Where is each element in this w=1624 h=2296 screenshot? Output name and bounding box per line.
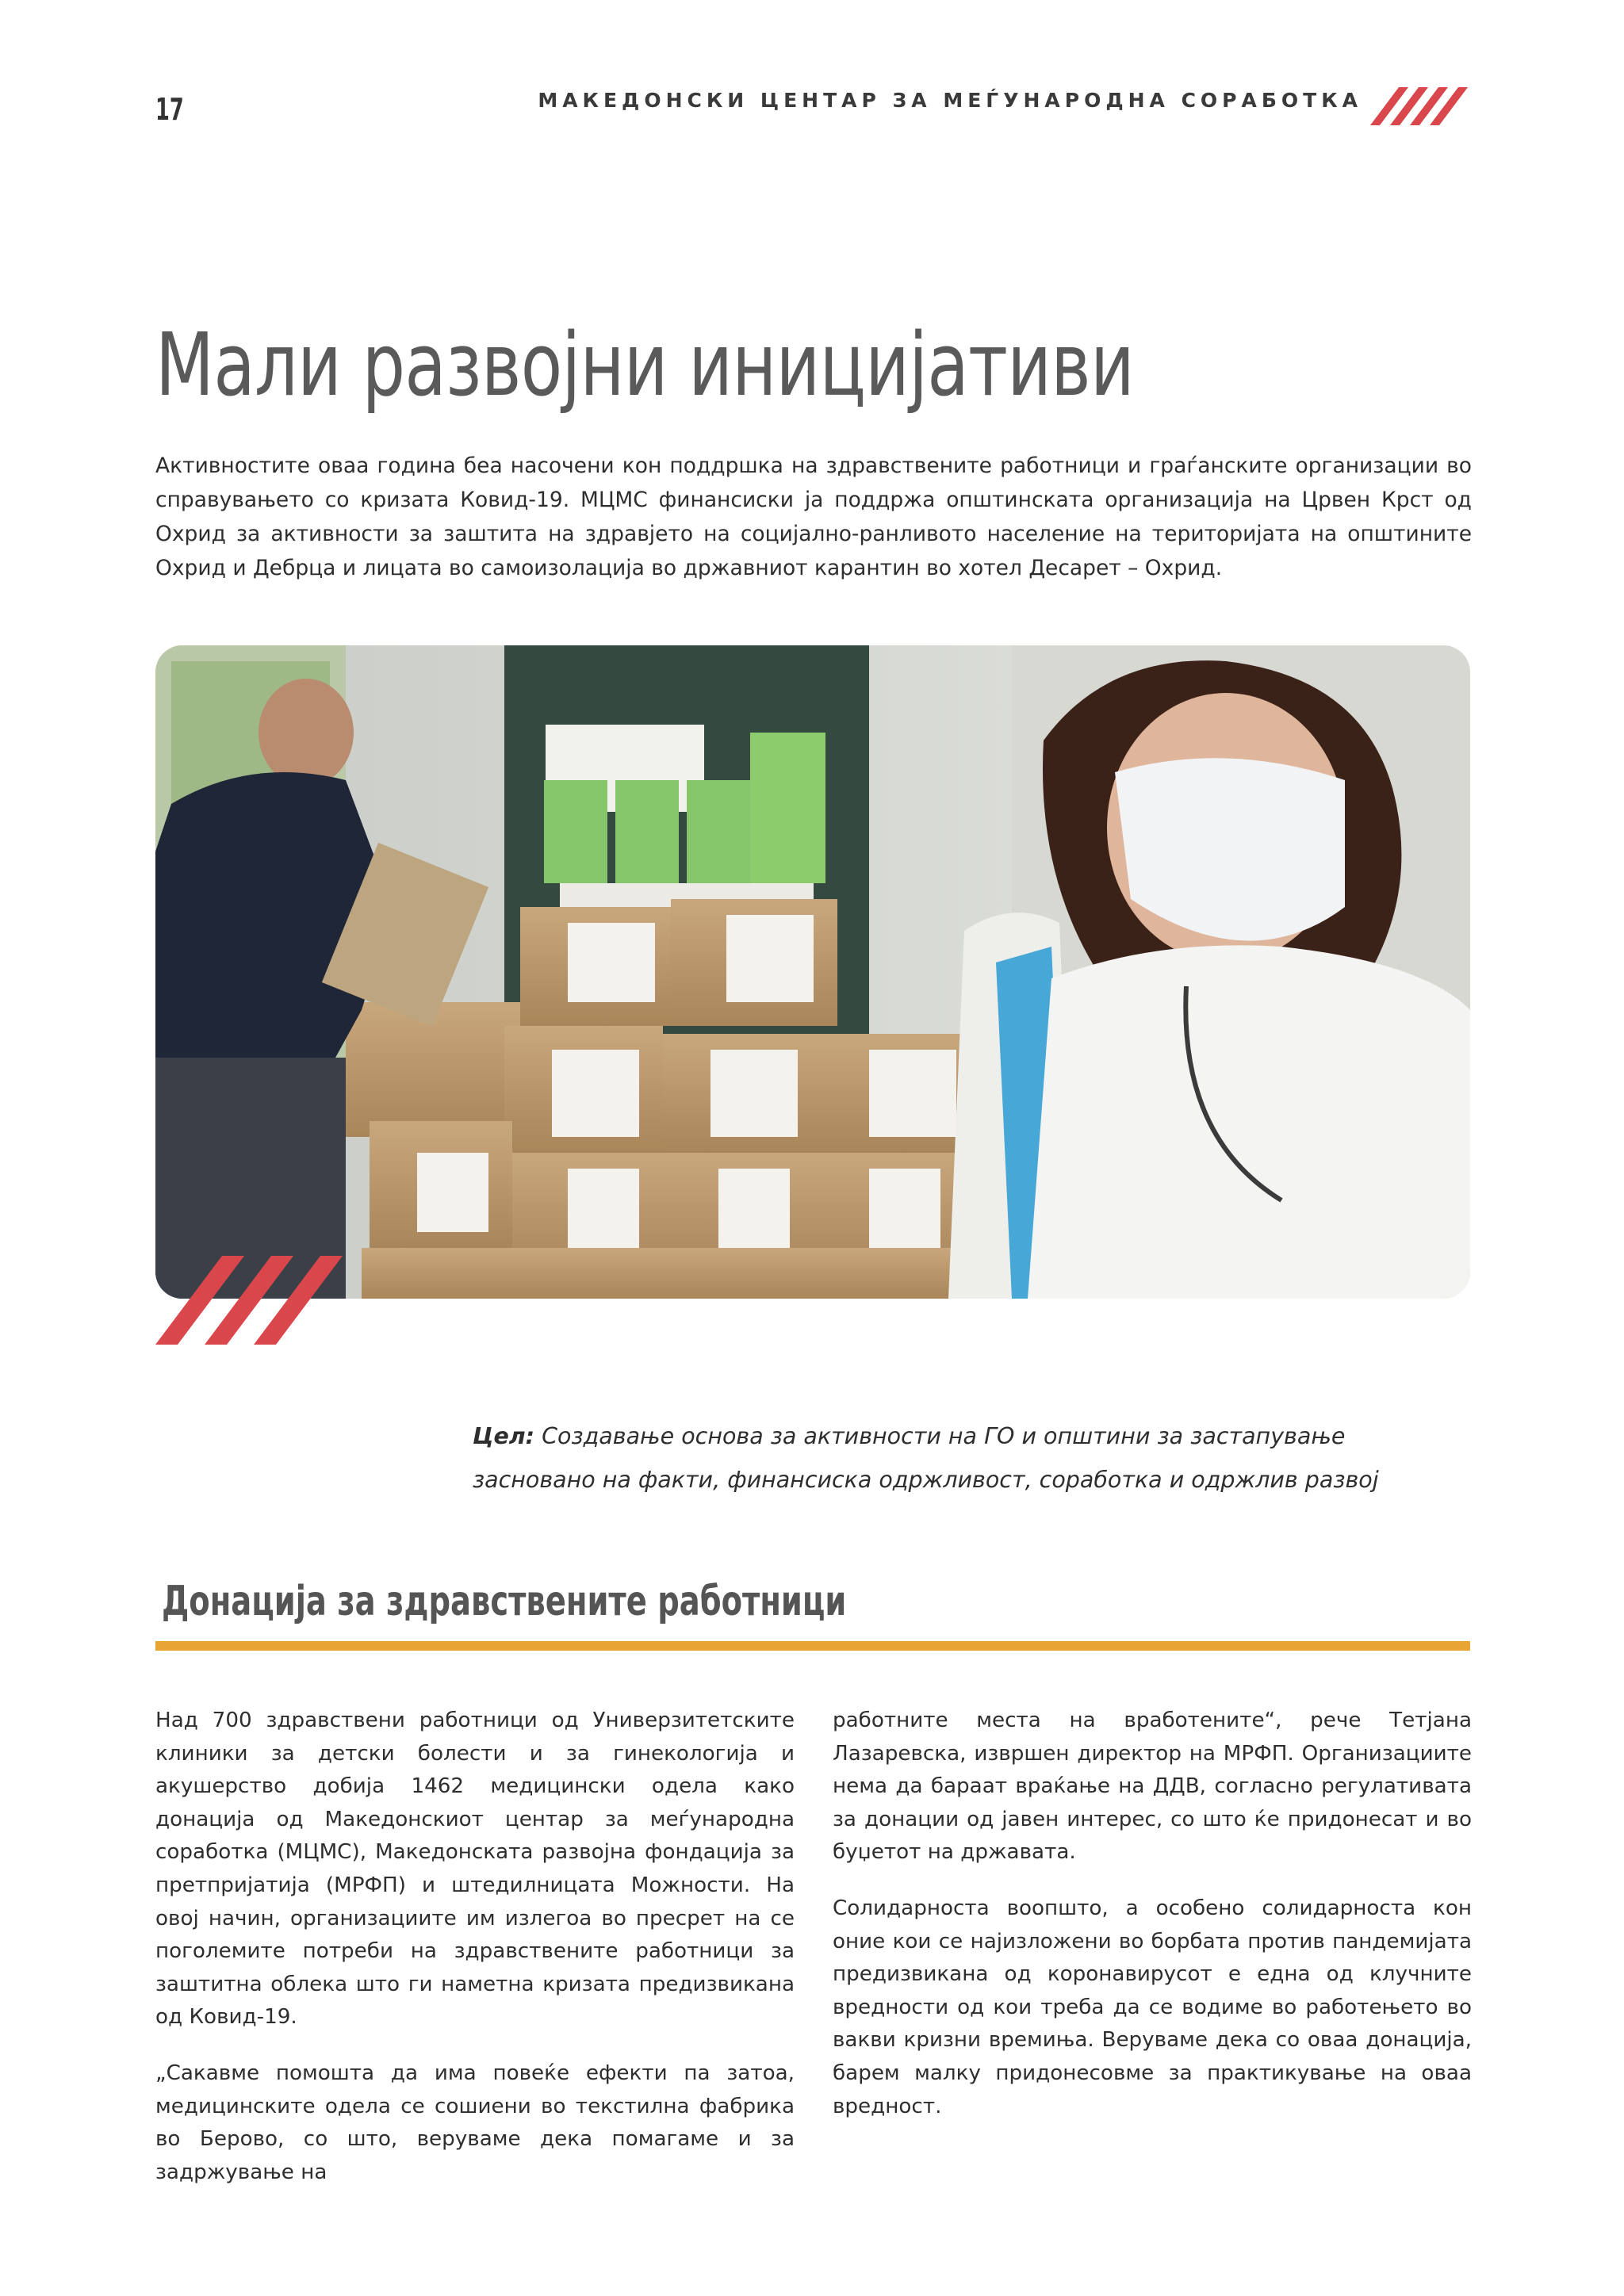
section-divider [155, 1641, 1470, 1651]
photo-stripes-decoration [155, 1256, 393, 1345]
goal-statement [473, 1414, 1456, 1502]
page-number: 17 [155, 92, 184, 127]
goal-label: Цел: [473, 1423, 535, 1449]
body-paragraph: Над 700 здравствени работници од Универзитетските клиники за детски болести и за гинекологија и акушерство добија 1462 медицински одела како донација од Македонскиот центар за меѓународна соработка (МЦМС), Македонската развојна фондација за претпријатија (МРФП) и штедилницата Можности. На овој начин, организациите им излегоа во пресрет на се поголемите потреби на здравствените работници за заштитна облека што ги наметна кризата предизвикана од Ковид-19. [155, 1709, 795, 2030]
intro-paragraph: Активностите оваа година беа насочени кон поддршка на здравствените работници и граѓанските организации во справувањето со кризата Ковид-19. МЦМС финансиски ја поддржа општинската организација на Црвен Крст од Охрид за активности за заштита на здравјето на социјално-ранливото население на територијата на општините Охрид и Дебрца и лицата во самоизолација во државниот карантин во хотел Десарет – Охрид. [155, 453, 1472, 580]
goal-text: Создавање основа за активности на ГО и општини за застапување засновано на факти, финансиска одржливост, соработка и одржлив развој [473, 1423, 1379, 1493]
section-title: Донација за здравствените работници [162, 1578, 847, 1625]
header-stripes-decoration [1370, 87, 1469, 125]
body-column-left [155, 1705, 795, 2212]
body-paragraph: „Сакавме помошта да има повеќе ефекти па затоа, медицинските одела се сошиени во текстилна фабрика во Берово, со што, веруваме дека помагаме и за задржување на [155, 2061, 795, 2184]
body-paragraph: работните места на вработените“, рече Тетјана Лазаревска, извршен директор на МРФП. Организациите нема да бараат враќање на ДДВ, согласно регулативата за донации од јавен интерес, со што ќе придонесат и во буџетот на државата. [833, 1709, 1472, 1865]
body-paragraph: Солидарноста воопшто, а особено солидарноста кон оние кои се најизложени во борбата против пандемијата предизвикана од коронавирусот е една од клучните вредности од кои треба да се водиме во работењето во вакви кризни времиња. Веруваме дека со оваа донација, барем малку придонесовме за практикување на оваа вредност. [833, 1896, 1472, 2118]
donation-photo [155, 645, 1470, 1299]
header-organization-name: МАКЕДОНСКИ ЦЕНТАР ЗА МЕЃУНАРОДНА СОРАБОТКА [538, 89, 1362, 112]
body-column-right [833, 1705, 1472, 2146]
page-title: Мали развојни иницијативи [155, 314, 1134, 415]
